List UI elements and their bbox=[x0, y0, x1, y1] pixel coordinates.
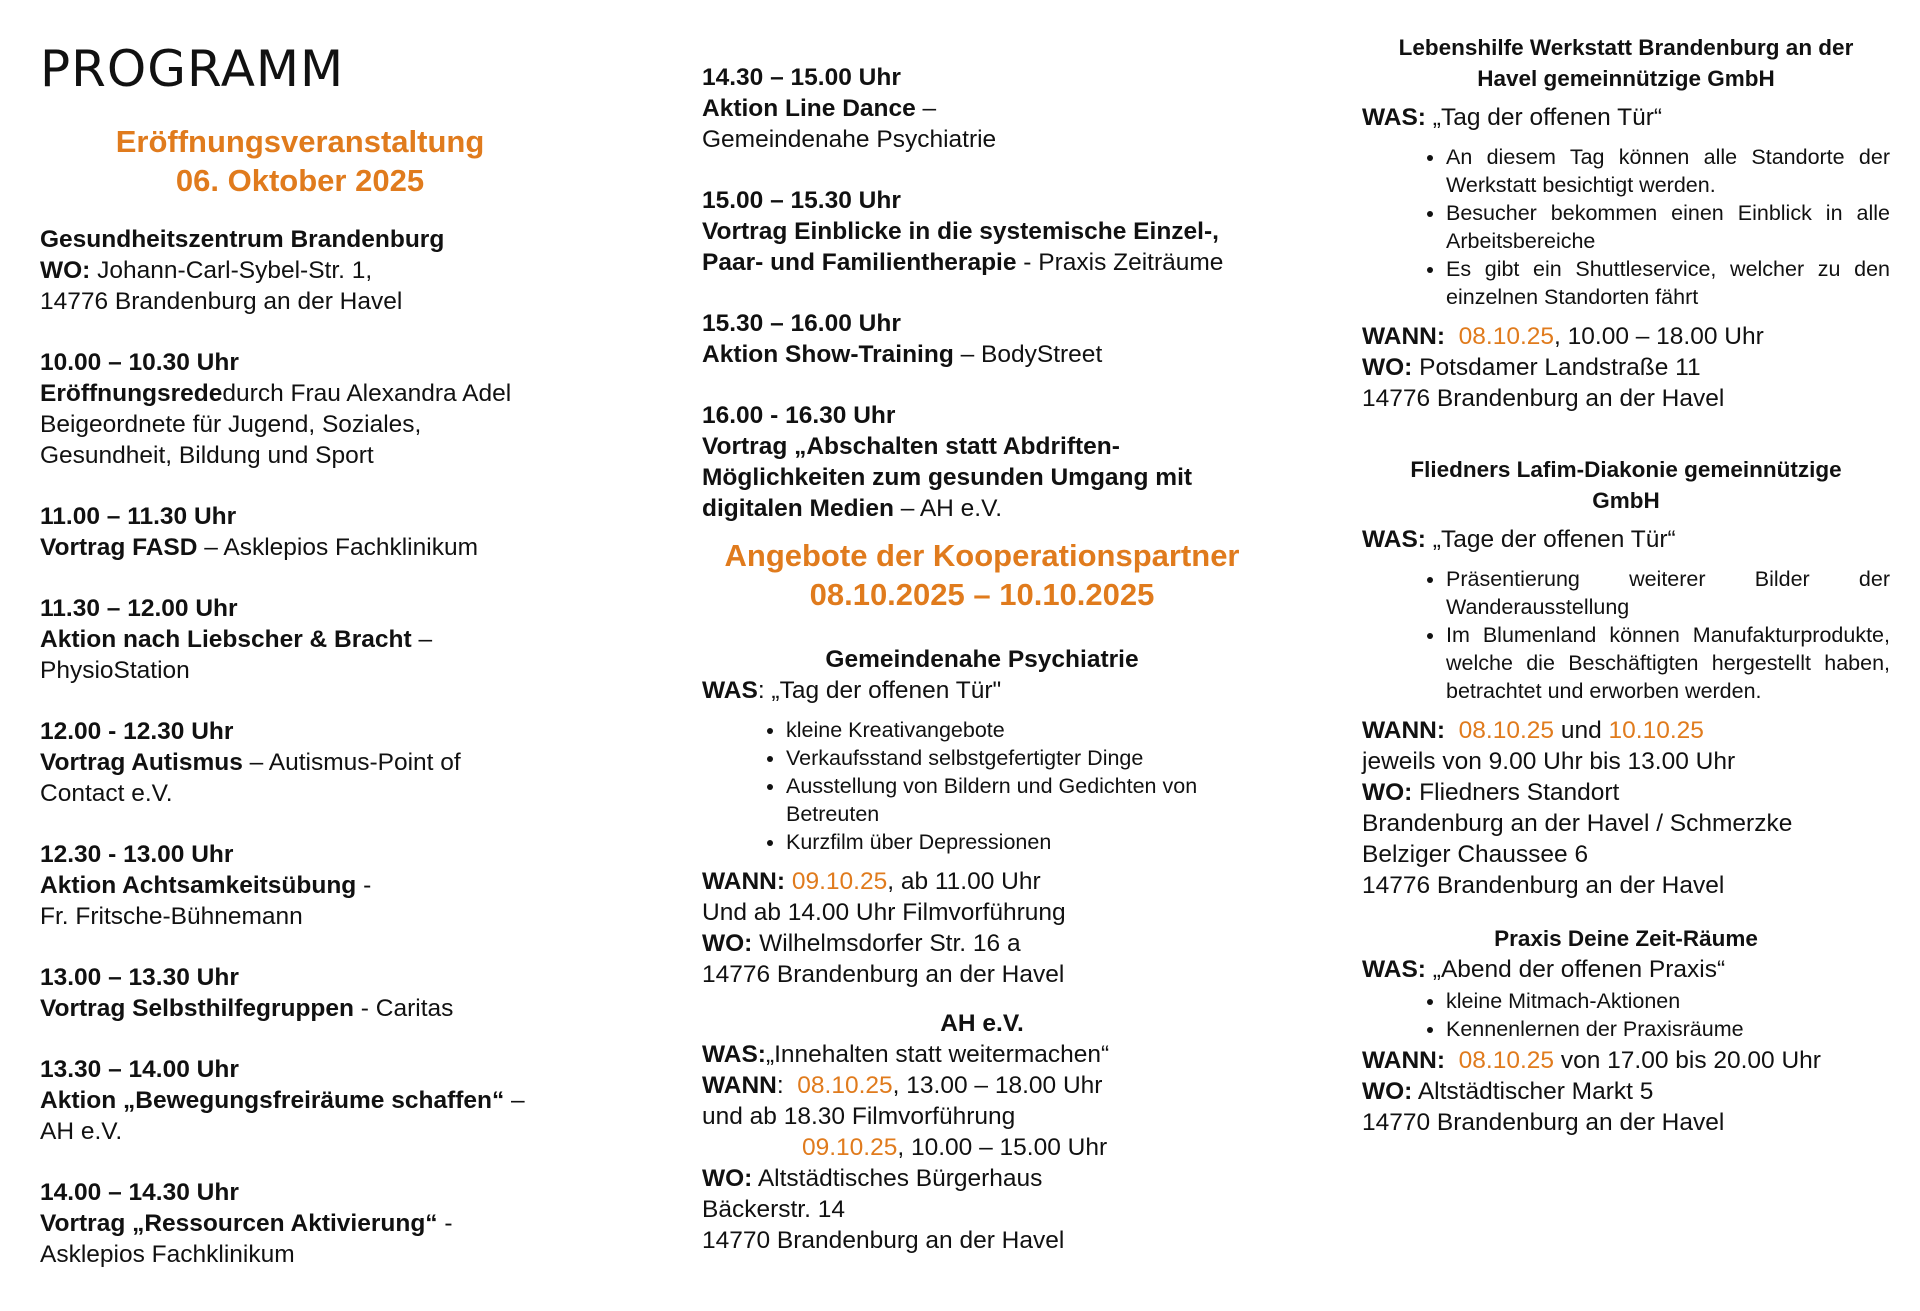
opening-venue: Gesundheitszentrum Brandenburg bbox=[40, 226, 445, 253]
schedule-detail: - Praxis Zeiträume bbox=[1016, 249, 1224, 276]
partner-name: GmbH bbox=[1592, 488, 1660, 513]
list-item: • Im Blumenland können Manufakturprodukte, welche die Beschäftigten hergestellt haben, betrachtet und erworben werden. bbox=[1446, 621, 1890, 705]
schedule-item bbox=[40, 1177, 560, 1270]
wo-label: WO: bbox=[702, 930, 753, 957]
schedule-time: 15.00 – 15.30 Uhr bbox=[702, 187, 901, 214]
wo-address: Wilhelmsdorfer Str. 16 a bbox=[759, 930, 1021, 957]
schedule-title: Aktion Show-Training bbox=[702, 341, 954, 368]
schedule-time: 11.30 – 12.00 Uhr bbox=[40, 595, 238, 622]
wo-street: Belziger Chaussee 6 bbox=[1362, 841, 1589, 868]
wann-detail: Und ab 14.00 Uhr Filmvorführung bbox=[702, 899, 1066, 926]
opening-heading: Eröffnungsveranstaltung bbox=[115, 124, 485, 159]
list-item: • Verkaufsstand selbstgefertigter Dinge bbox=[786, 744, 1262, 772]
offer-list bbox=[1362, 565, 1890, 705]
partner-name: Lebenshilfe Werkstatt Brandenburg an der bbox=[1398, 35, 1854, 60]
schedule-detail: durch Frau Alexandra Adel bbox=[222, 380, 512, 407]
schedule-time: 12.00 - 12.30 Uhr bbox=[40, 718, 234, 745]
schedule-item bbox=[702, 185, 1262, 278]
wo-label: WO: bbox=[1362, 779, 1413, 806]
schedule-title: Vortrag Autismus bbox=[40, 749, 243, 776]
offer-list bbox=[1362, 143, 1890, 311]
schedule-detail: Fr. Fritsche-Bühnemann bbox=[40, 903, 303, 930]
wo-city: 14770 Brandenburg an der Havel bbox=[1362, 1109, 1725, 1136]
partner-lebenshilfe bbox=[1362, 32, 1890, 414]
schedule-time: 15.30 – 16.00 Uhr bbox=[702, 310, 901, 337]
wann-label: WANN: bbox=[702, 868, 786, 895]
schedule-item bbox=[40, 839, 560, 932]
wann-label: WANN: bbox=[1362, 1047, 1446, 1074]
partner-gemeindenahe-psychiatrie bbox=[702, 644, 1262, 990]
wann-und: und bbox=[1554, 717, 1609, 744]
schedule-time: 11.00 – 11.30 Uhr bbox=[40, 503, 237, 530]
schedule-time: 14.00 – 14.30 Uhr bbox=[40, 1179, 239, 1206]
offer-list bbox=[702, 716, 1262, 856]
partner-ah-ev bbox=[702, 1008, 1262, 1256]
schedule-title: Aktion Line Dance bbox=[702, 95, 916, 122]
wann-time: von 17.00 bis 20.00 Uhr bbox=[1554, 1047, 1821, 1074]
schedule-item bbox=[40, 501, 560, 563]
schedule-detail: – bbox=[504, 1087, 525, 1114]
offer-list bbox=[1362, 987, 1890, 1043]
schedule-title: Paar- und Familientherapie bbox=[702, 249, 1017, 276]
schedule-item bbox=[702, 400, 1262, 524]
schedule-detail: – bbox=[915, 95, 937, 122]
schedule-detail: - bbox=[356, 872, 372, 899]
page-title: PROGRAMM bbox=[40, 40, 345, 98]
opening-city: 14776 Brandenburg an der Havel bbox=[40, 288, 403, 315]
schedule-time: 13.30 – 14.00 Uhr bbox=[40, 1056, 239, 1083]
wo-street: Bäckerstr. 14 bbox=[702, 1196, 845, 1223]
opening-address: Johann-Carl-Sybel-Str. 1, bbox=[97, 257, 373, 284]
schedule-detail: – Asklepios Fachklinikum bbox=[197, 534, 478, 561]
partner-fliedners bbox=[1362, 454, 1890, 901]
was-value: : „Tag der offenen Tür" bbox=[757, 677, 1002, 704]
wann-time: , 10.00 – 18.00 Uhr bbox=[1554, 323, 1764, 350]
wo-label: WO: bbox=[702, 1165, 753, 1192]
wann-time: , 13.00 – 18.00 Uhr bbox=[892, 1072, 1103, 1099]
schedule-detail: - Caritas bbox=[354, 995, 454, 1022]
schedule-item bbox=[40, 716, 560, 809]
schedule-time: 16.00 - 16.30 Uhr bbox=[702, 402, 896, 429]
schedule-detail: Gesundheit, Bildung und Sport bbox=[40, 442, 374, 469]
list-item: • Ausstellung von Bildern und Gedichten von Betreuten bbox=[786, 772, 1262, 828]
wo-address: Altstädtischer Markt 5 bbox=[1417, 1078, 1654, 1105]
wann-label: WANN: bbox=[1362, 323, 1446, 350]
schedule-detail: Beigeordnete für Jugend, Soziales, bbox=[40, 411, 422, 438]
schedule-title: Vortrag „Abschalten statt Abdriften- bbox=[702, 433, 1120, 460]
schedule-detail: Asklepios Fachklinikum bbox=[40, 1241, 295, 1268]
was-value: „Abend der offenen Praxis“ bbox=[1432, 956, 1726, 983]
list-item: • Es gibt ein Shuttleservice, welcher zu den einzelnen Standorten fährt bbox=[1446, 255, 1890, 311]
was-label: WAS: bbox=[1362, 104, 1426, 131]
wann-colon: : bbox=[776, 1072, 784, 1099]
column-middle bbox=[702, 0, 1262, 1256]
schedule-title: digitalen Medien bbox=[702, 495, 894, 522]
wann-date: 09.10.25 bbox=[802, 1134, 898, 1161]
schedule-title: Möglichkeiten zum gesunden Umgang mit bbox=[702, 464, 1193, 491]
wann-label: WANN bbox=[702, 1072, 777, 1099]
schedule-detail: – BodyStreet bbox=[953, 341, 1103, 368]
wo-city: 14770 Brandenburg an der Havel bbox=[702, 1227, 1065, 1254]
list-item: • Kurzfilm über Depressionen bbox=[786, 828, 1262, 856]
was-value: „Tage der offenen Tür“ bbox=[1432, 526, 1676, 553]
wo-address: Fliedners Standort bbox=[1419, 779, 1620, 806]
wo-detail: Brandenburg an der Havel / Schmerzke bbox=[1362, 810, 1793, 837]
wann-detail: jeweils von 9.00 Uhr bis 13.00 Uhr bbox=[1362, 748, 1736, 775]
list-item: • Präsentierung weiterer Bilder der Wanderausstellung bbox=[1446, 565, 1890, 621]
list-item: • Besucher bekommen einen Einblick in alle Arbeitsbereiche bbox=[1446, 199, 1890, 255]
schedule-item bbox=[40, 347, 560, 471]
column-left bbox=[40, 0, 560, 1270]
wann-date: 08.10.25 bbox=[1458, 717, 1555, 744]
wo-city: 14776 Brandenburg an der Havel bbox=[1362, 872, 1725, 899]
schedule-time: 13.00 – 13.30 Uhr bbox=[40, 964, 239, 991]
partner-name: AH e.V. bbox=[940, 1010, 1024, 1037]
schedule-detail: – Autismus-Point of bbox=[242, 749, 461, 776]
partner-praxis-zeit-raeume bbox=[1362, 923, 1890, 1138]
partners-dates: 08.10.2025 – 10.10.2025 bbox=[809, 577, 1155, 612]
wo-city: 14776 Brandenburg an der Havel bbox=[1362, 385, 1725, 412]
schedule-item bbox=[40, 593, 560, 686]
schedule-detail: PhysioStation bbox=[40, 657, 190, 684]
list-item: • An diesem Tag können alle Standorte der Werkstatt besichtigt werden. bbox=[1446, 143, 1890, 199]
schedule-detail: Gemeindenahe Psychiatrie bbox=[702, 126, 997, 153]
schedule-title: Eröffnungsrede bbox=[40, 380, 223, 407]
schedule-time: 12.30 - 13.00 Uhr bbox=[40, 841, 234, 868]
wann-date: 08.10.25 bbox=[797, 1072, 893, 1099]
schedule-time: 14.30 – 15.00 Uhr bbox=[702, 64, 901, 91]
partner-name: Praxis Deine Zeit-Räume bbox=[1494, 926, 1758, 951]
wo-label: WO: bbox=[1362, 354, 1413, 381]
wann-date: 09.10.25 bbox=[791, 868, 888, 895]
schedule-title: Vortrag Einblicke in die systemische Einzel-, bbox=[702, 218, 1219, 245]
schedule-title: Vortrag FASD bbox=[40, 534, 198, 561]
schedule-title: Aktion nach Liebscher & Bracht bbox=[40, 626, 412, 653]
list-item: • kleine Mitmach-Aktionen bbox=[1446, 987, 1890, 1015]
was-value: „Tag der offenen Tür“ bbox=[1432, 104, 1663, 131]
schedule-detail: Contact e.V. bbox=[40, 780, 173, 807]
wann-time: , ab 11.00 Uhr bbox=[887, 868, 1041, 895]
schedule-item bbox=[40, 962, 560, 1024]
was-label: WAS: bbox=[702, 1041, 766, 1068]
wo-address: Potsdamer Landstraße 11 bbox=[1419, 354, 1701, 381]
wann-label: WANN: bbox=[1362, 717, 1446, 744]
list-item: • Kennenlernen der Praxisräume bbox=[1446, 1015, 1890, 1043]
schedule-title: Aktion Achtsamkeitsübung bbox=[40, 872, 357, 899]
column-right bbox=[1362, 0, 1890, 1138]
schedule-detail: AH e.V. bbox=[40, 1118, 123, 1145]
wo-label: WO: bbox=[40, 257, 91, 284]
partner-name: Havel gemeinnützige GmbH bbox=[1477, 66, 1775, 91]
wann-date: 08.10.25 bbox=[1458, 323, 1555, 350]
schedule-item bbox=[702, 308, 1262, 370]
was-label: WAS: bbox=[1362, 526, 1426, 553]
opening-date: 06. Oktober 2025 bbox=[175, 163, 425, 198]
partner-name: Fliedners Lafim-Diakonie gemeinnützige bbox=[1410, 457, 1842, 482]
schedule-detail: - bbox=[437, 1210, 453, 1237]
schedule-title: Vortrag Selbsthilfegruppen bbox=[40, 995, 354, 1022]
schedule-item bbox=[40, 1054, 560, 1147]
wo-address: Altstädtisches Bürgerhaus bbox=[757, 1165, 1043, 1192]
list-item: • kleine Kreativangebote bbox=[786, 716, 1262, 744]
schedule-title: Aktion „Bewegungsfreiräume schaffen“ bbox=[40, 1087, 505, 1114]
schedule-title: Vortrag „Ressourcen Aktivierung“ bbox=[40, 1210, 438, 1237]
schedule-item bbox=[702, 62, 1262, 155]
wann-date: 10.10.25 bbox=[1608, 717, 1704, 744]
schedule-time: 10.00 – 10.30 Uhr bbox=[40, 349, 239, 376]
was-label: WAS: bbox=[1362, 956, 1426, 983]
schedule-detail: – bbox=[411, 626, 433, 653]
partners-heading: Angebote der Kooperationspartner bbox=[724, 538, 1240, 573]
was-label: WAS bbox=[702, 677, 758, 704]
partner-name: Gemeindenahe Psychiatrie bbox=[825, 646, 1139, 673]
was-value: „Innehalten statt weitermachen“ bbox=[765, 1041, 1110, 1068]
wann-date: 08.10.25 bbox=[1458, 1047, 1555, 1074]
wann-time: , 10.00 – 15.00 Uhr bbox=[897, 1134, 1108, 1161]
wo-city: 14776 Brandenburg an der Havel bbox=[702, 961, 1065, 988]
schedule-detail: – AH e.V. bbox=[893, 495, 1002, 522]
wo-label: WO: bbox=[1362, 1078, 1413, 1105]
wann-detail: und ab 18.30 Filmvorführung bbox=[702, 1103, 1016, 1130]
